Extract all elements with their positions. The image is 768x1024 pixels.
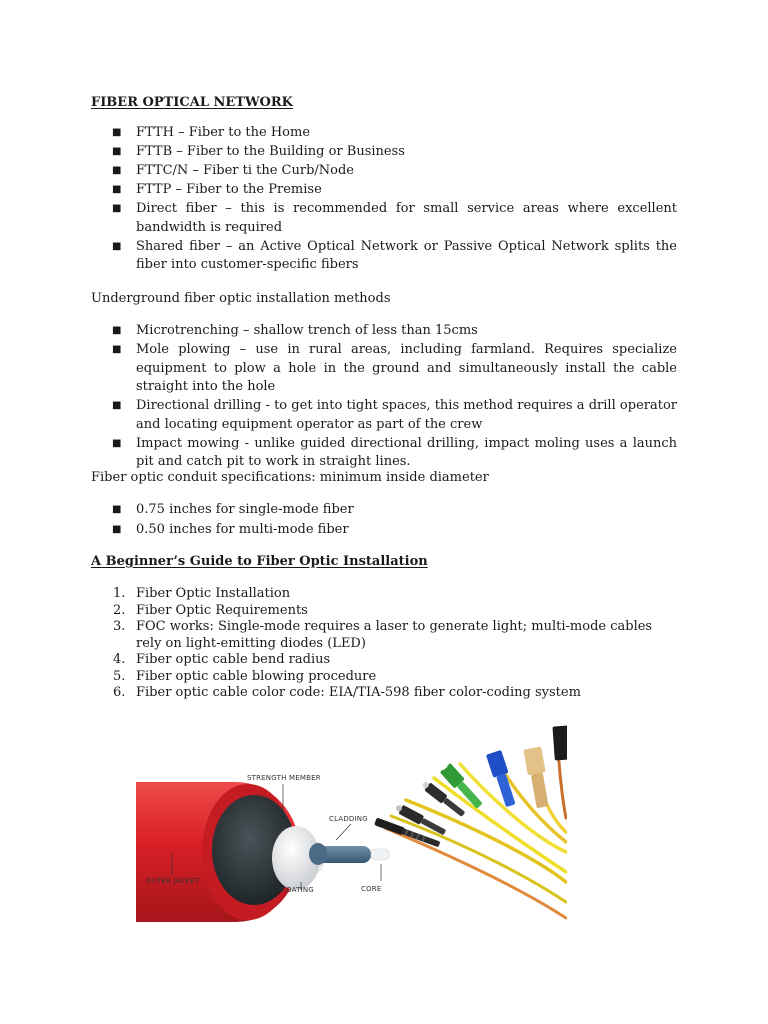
network-types-list	[91, 124, 677, 275]
outer-jacket-label: OUTER JACKET	[146, 877, 200, 885]
fiber-connectors	[374, 725, 567, 848]
conduit-intro: Fiber optic conduit specifications: minimum inside diameter	[91, 470, 489, 485]
list-item: 4. Fiber optic cable bend radius	[113, 652, 331, 667]
underground-methods-list	[91, 322, 677, 472]
list-item: ■ FTTP – Fiber to the Premise	[112, 182, 322, 197]
list-item: 1. Fiber Optic Installation	[113, 586, 291, 601]
guide-title: A Beginner’s Guide to Fiber Optic Installation	[91, 554, 428, 569]
underground-intro: Underground fiber optic installation methods	[91, 291, 391, 306]
list-item: 6. Fiber optic cable color code: EIA/TIA-598 fiber color-coding system	[113, 685, 581, 700]
list-item: 2. Fiber Optic Requirements	[113, 602, 308, 618]
list-item: ■ 0.75 inches for single-mode fiber	[112, 502, 354, 517]
core-label: CORE	[361, 885, 382, 893]
list-item: 3. FOC works: Single-mode requires a laser to generate light; multi-mode cables rely on light-emitting diodes (LED)	[113, 619, 653, 651]
list-item: ■ Shared fiber – an Active Optical Network or Passive Optical Network splits the fiber into customer-specific fibers	[112, 238, 677, 272]
list-item: ■ 0.50 inches for multi-mode fiber	[112, 521, 349, 537]
fiber-cable-figure	[136, 722, 567, 924]
list-item: ■ Impact mowing - unlike guided directional drilling, impact moling uses a launch pit and catch pit to work in straight lines.	[112, 435, 677, 469]
conduit-specs-list	[91, 501, 677, 539]
page-title: FIBER OPTICAL NETWORK	[91, 95, 293, 110]
strength-member-label: STRENGTH MEMBER	[247, 774, 321, 782]
cladding-label: CLADDING	[329, 815, 368, 823]
list-item: ■ FTTC/N – Fiber ti the Curb/Node	[112, 163, 354, 178]
list-item: 5. Fiber optic cable blowing procedure	[113, 668, 377, 684]
cable-cross-section	[136, 782, 389, 922]
list-item: ■ FTTH – Fiber to the Home	[112, 125, 311, 140]
list-item: ■ Microtrenching – shallow trench of less than 15cms	[112, 323, 478, 338]
list-item: ■ Directional drilling - to get into tight spaces, this method requires a drill operator and locating equipment operator as part of the crew	[112, 398, 677, 432]
list-item: ■ Direct fiber – this is recommended for small service areas where excellent bandwidth is required	[112, 201, 677, 235]
list-item: ■ FTTB – Fiber to the Building or Business	[112, 144, 405, 159]
list-item: ■ Mole plowing – use in rural areas, including farmland. Requires specialize equipment to plow a hole in the ground and simultaneously install the cable straight into the hole	[112, 342, 677, 394]
coating-label: COATING	[281, 886, 314, 894]
guide-list	[91, 586, 677, 702]
